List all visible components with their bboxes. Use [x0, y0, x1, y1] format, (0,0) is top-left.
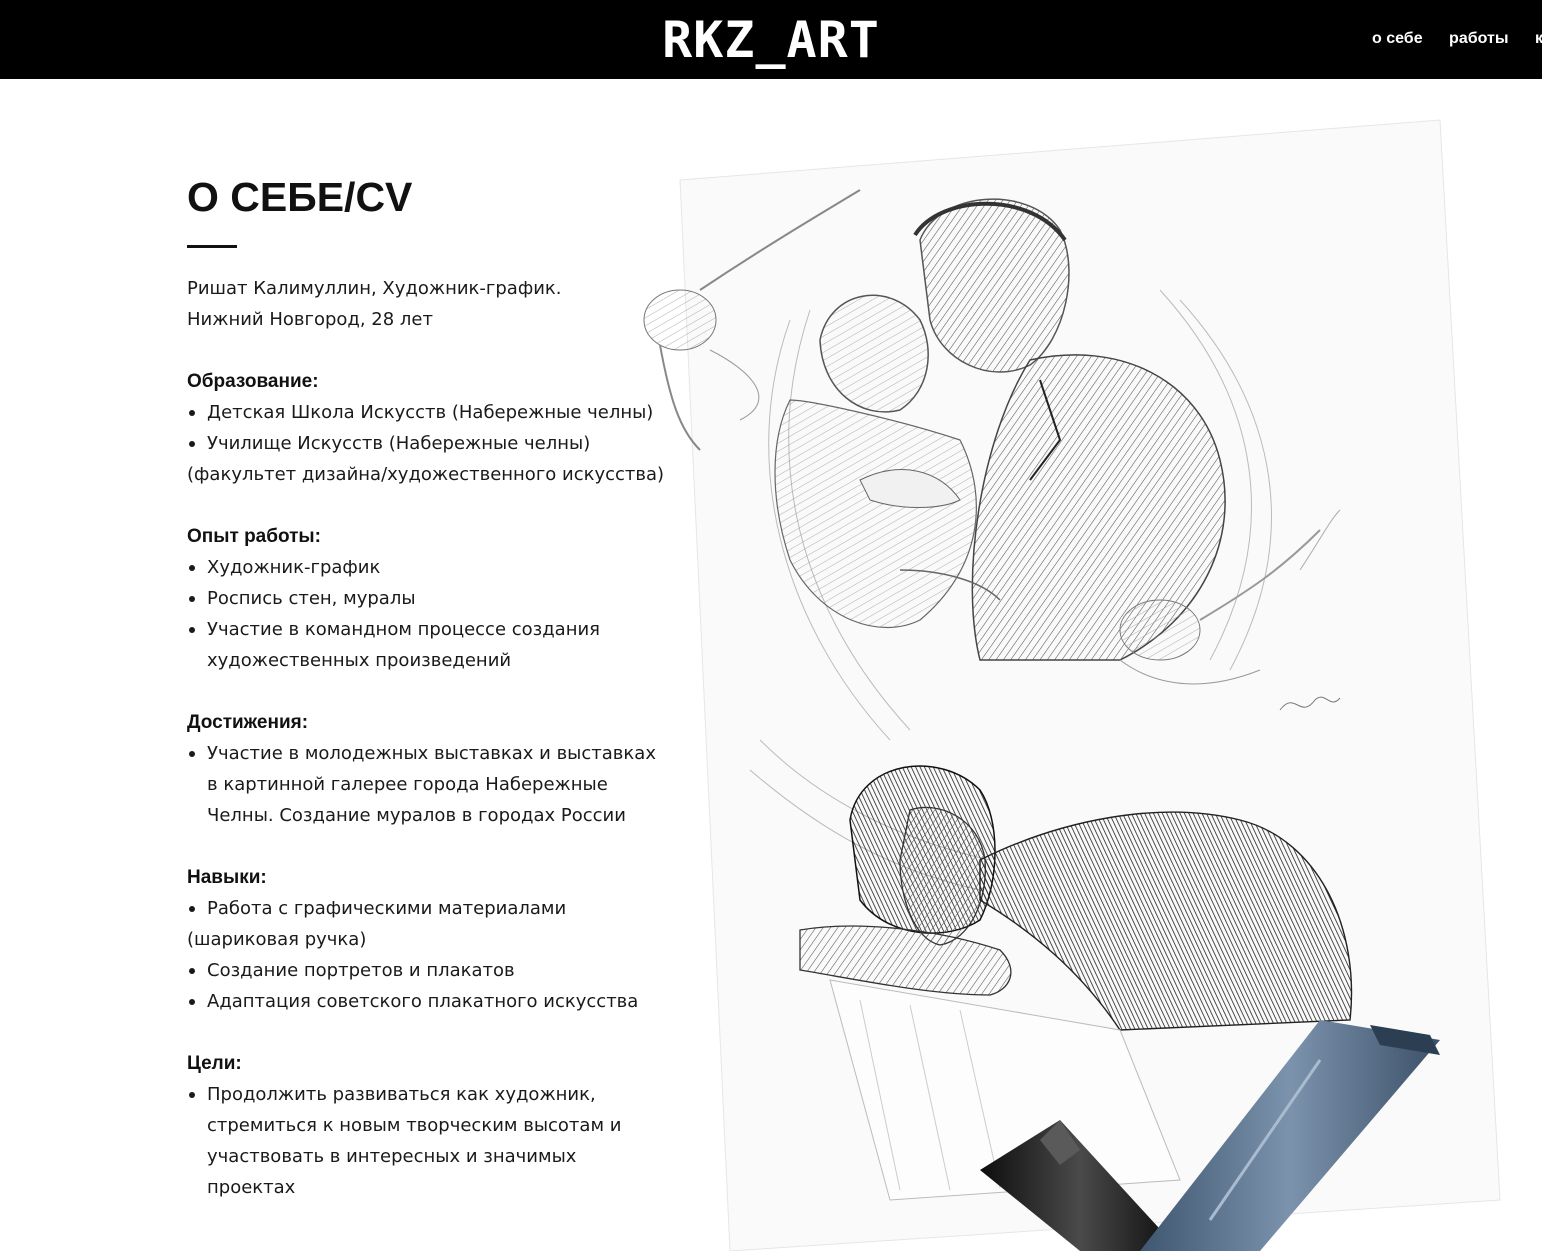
list-item: Училище Искусств (Набережные челны) — [187, 428, 667, 459]
site-header — [0, 0, 1553, 79]
list-item: Работа с графическими материалами — [187, 893, 667, 924]
list-item: Роспись стен, муралы — [187, 583, 667, 614]
education-note: (факультет дизайна/художественного искусства) — [187, 464, 665, 485]
list-item: Продолжить развиваться как художник, стремиться к новым творческим высотам и участвовать в интересных и значимых проектах — [187, 1079, 667, 1203]
skills-note: (шариковая ручка) — [187, 929, 367, 950]
goals-heading: Цели: — [187, 1053, 242, 1074]
nav-item-about[interactable]: о себе — [1372, 30, 1423, 47]
nav-item-contacts[interactable]: ко — [1534, 30, 1553, 47]
intro-line-2: Нижний Новгород, 28 лет — [187, 309, 433, 330]
achievements-heading: Достижения: — [187, 712, 309, 733]
experience-heading: Опыт работы: — [187, 526, 321, 547]
main-nav — [1372, 27, 1553, 51]
site-logo[interactable]: RKZ_ART — [662, 11, 880, 69]
list-item: Детская Школа Искусств (Набережные челны) — [187, 397, 667, 428]
list-item: Адаптация советского плакатного искусства — [187, 986, 667, 1017]
intro-line-1: Ришат Калимуллин, Художник-график. — [187, 278, 562, 299]
list-item: Участие в командном процессе создания художественных произведений — [187, 614, 667, 676]
education-heading: Образование: — [187, 371, 319, 392]
list-item: Художник-график — [187, 552, 667, 583]
nav-item-works[interactable]: работы — [1449, 30, 1509, 47]
artwork-illustration — [560, 100, 1542, 1251]
skills-heading: Навыки: — [187, 867, 267, 888]
page-title: О СЕБЕ/CV — [187, 174, 413, 220]
title-divider — [187, 245, 237, 248]
list-item: Создание портретов и плакатов — [187, 955, 667, 986]
list-item: Участие в молодежных выставках и выставках в картинной галерее города Набережные Челны. Создание муралов в городах России — [187, 738, 667, 831]
